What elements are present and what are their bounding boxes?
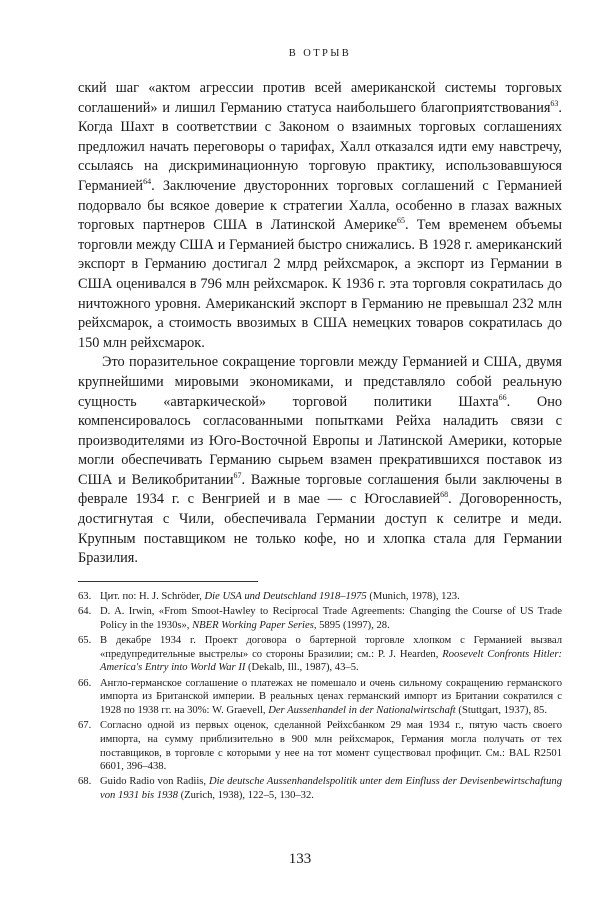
citation-title: Die deutsche Aussenhandelspolitik unter dem Einfluss der Devisenbewirtschaftung von 1931 bis 1938 <box>100 776 563 802</box>
footnote-text: Согласно одной из первых оценок, сделанной Рейхсбанком 29 мая 1934 г., пятую часть своего импорта, на сумму приблизительно в 900 млн рейхсмарок, Германия могла получать от тех поставщиков, в торговле с которыми у нее на тот момент существовал профицит. См.: BAL R2501 6601, 396–438. <box>100 720 562 773</box>
paragraph-text: . Важные торговые соглашения были заключены в феврале 1934 г. с Венгрией и в мае — с Югославией <box>78 471 562 508</box>
footnote <box>78 634 562 675</box>
paragraph-text: . Договоренность, достигнутая с Чили, обеспечивала Германии доступ к селитре и меди. Крупным поставщиком не только кофе, но и хлопка стала для Германии Бразилия. <box>78 491 562 567</box>
running-head: В ОТРЫВ <box>288 48 352 59</box>
footnote-number: 66. <box>78 677 92 689</box>
footnote-ref[interactable]: 68 <box>440 490 449 500</box>
footnote-text: (Stuttgart, 1937), 85. <box>455 704 547 716</box>
footnote-text: (Dekalb, Ill., 1987), 43–5. <box>245 662 359 674</box>
citation-title: Die USA und Deutschland 1918–1975 <box>204 590 367 602</box>
footnote-ref[interactable]: 65 <box>397 216 405 226</box>
footnote-number: 65. <box>78 634 92 646</box>
page-number: 133 <box>288 851 312 867</box>
citation-title: Roosevelt Confronts Hitler: America's Entry into World War II <box>100 648 562 674</box>
footnote-ref[interactable]: 67 <box>233 471 242 481</box>
citation-title: Der Aussenhandel in der Nationalwirtschaft <box>268 704 456 716</box>
citation-title: NBER Working Paper Series <box>192 619 314 631</box>
footnote-text: D. A. Irwin, «From Smoot-Hawley to Reciprocal Trade Agreements: Changing the Course of US Trade Policy in the 1930s», <box>100 606 562 631</box>
footnote-text: Цит. по: H. J. Schröder, <box>100 590 205 602</box>
paragraph-text: . Когда Шахт в соответствии с Законом о взаимных торговых соглашениях предложил начать переговоры о тарифах, Халл отказался идти ему навстречу, ссылаясь на дискриминационную торговую практику, использовавшуюся Германией <box>78 99 562 194</box>
footnote <box>78 590 562 604</box>
footnote <box>78 719 562 774</box>
footnote-text: (Zurich, 1938), 122–5, 130–32. <box>177 790 314 802</box>
footnote-ref[interactable]: 66 <box>498 392 507 402</box>
footnote <box>78 677 562 718</box>
paragraph-text: . Оно компенсировалось согласованными попытками Рейха наладить связи с производителями из Юго-Восточной Европы и Латинской Америки, которые могли обеспечивать Германию сырьем взамен прекратившихся поставок из США и Великобритании <box>78 393 562 488</box>
paragraph <box>78 79 562 353</box>
footnotes <box>78 590 562 803</box>
footnote <box>78 605 562 632</box>
footnote-divider <box>78 581 258 582</box>
footnote-text: (Munich, 1978), 123. <box>366 590 460 602</box>
paragraph <box>78 353 562 569</box>
footnote-ref[interactable]: 64 <box>143 177 152 187</box>
footnote-text: В декабре 1934 г. Проект договора о бартерной торговле хлопком с Германией вызвал «предупредительные выстрелы» со стороны Бразилии; см.: P. J. Hearden, <box>100 634 562 660</box>
paragraph-text: . Тем временем объемы торговли между США и Германией быстро снижались. В 1928 г. американский экспорт в Германию достигал 2 млрд рейхсмарок, а экспорт из Германии в США оценивался в 796 млн рейхсмарок. К 1936 г. эта торговля сократилась до ничтожного уровня. Американский экспорт в Германию не превышал 232 млн рейхсмарок, а стоимость ввозимых в США немецких товаров сократилась до 150 млн рейхсмарок. <box>78 217 562 351</box>
paragraph-text: ский шаг «актом агрессии против всей американской системы торговых соглашений» и лишил Германию статуса наибольшего благоприятствования <box>78 80 562 116</box>
paragraph-text: Это поразительное сокращение торговли между Германией и США, двумя крупнейшими мировыми экономиками, и представляло собой реальную сущность «автаркической» торговой политики Шахта <box>78 354 562 410</box>
footnote <box>78 775 562 802</box>
footnote-number: 68. <box>78 776 92 788</box>
footnote-number: 67. <box>78 720 92 732</box>
paragraph-text: . Заключение двусторонних торговых соглашений с Германией подорвало бы всякое доверие к стратегии Халла, особенно в глазах важных торговых партнеров США в Латинской Америке <box>78 177 562 234</box>
footnote-text: Англо-германское соглашение о платежах не помешало и очень сильному сокращению германского импорта из Британской империи. В реальных ценах германский импорт из Британии сократился с 1928 по 1938 гг. на 30%: W. Graevell, <box>100 677 562 716</box>
footnote-ref[interactable]: 63 <box>550 98 559 108</box>
footnote-number: 64. <box>78 606 92 618</box>
footnote-number: 63. <box>78 590 92 602</box>
main-text <box>78 79 562 569</box>
footnote-text: Guido Radio von Radiis, <box>100 776 209 788</box>
footnote-text: , 5895 (1997), 28. <box>313 619 390 631</box>
